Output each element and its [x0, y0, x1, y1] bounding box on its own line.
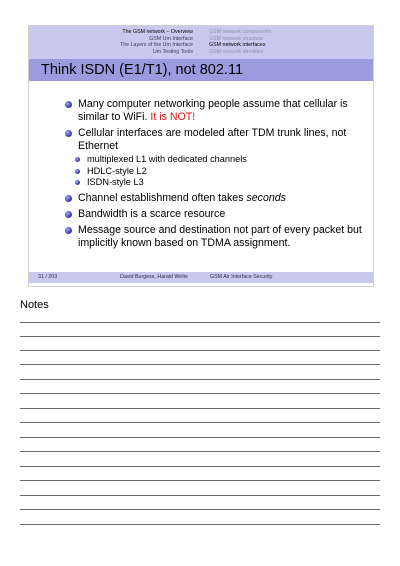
- slide-title: Think ISDN (E1/T1), not 802.11: [41, 62, 244, 78]
- note-line: [20, 350, 380, 351]
- notes-ruled-lines: [20, 0, 380, 566]
- note-line: [20, 451, 380, 452]
- note-line: [20, 524, 380, 525]
- bullet-text: Bandwidth is a scarce resource: [78, 207, 226, 220]
- note-line: [20, 364, 380, 365]
- section-link[interactable]: GSM Um Interface: [149, 35, 193, 42]
- note-line: [20, 466, 380, 467]
- note-line: [20, 509, 380, 510]
- footer-title: GSM Air Interface Security: [210, 274, 273, 280]
- bullet-text: Cellular interfaces are modeled after TDM trunk lines, not Ethernet: [78, 127, 347, 152]
- bullet-text: Channel establishmend often takes: [78, 191, 244, 204]
- note-line: [20, 408, 380, 409]
- note-line: [20, 379, 380, 380]
- section-link[interactable]: The GSM network – Overview: [122, 29, 193, 35]
- sub-bullet-text: multiplexed L1 with dedicated channels: [87, 154, 247, 164]
- note-line: [20, 437, 380, 438]
- note-line: [20, 495, 380, 496]
- bullet-emphasis: seconds: [246, 191, 286, 204]
- subsection-link[interactable]: GSM network identities: [209, 49, 264, 56]
- note-line: [20, 480, 380, 481]
- bullet-text: Message source and destination not part of every packet but implicitly known based on TDMA assignment.: [78, 223, 362, 249]
- note-line: [20, 422, 380, 423]
- sub-bullet-text: HDLC-style L2: [87, 165, 147, 176]
- section-link[interactable]: Um Testing Tools: [152, 49, 193, 56]
- notes-heading: Notes: [20, 299, 49, 311]
- subsection-link[interactable]: GSM network interfaces: [209, 42, 266, 49]
- bullet-emphasis: It is NOT!: [150, 111, 196, 123]
- section-link[interactable]: The Layers of the Um Interface: [119, 42, 193, 49]
- page-number: 31 / 203: [38, 274, 58, 280]
- note-line: [20, 393, 380, 394]
- footer-authors: David Burgess, Harald Welte: [120, 274, 188, 280]
- note-line: [20, 336, 380, 337]
- note-line: [20, 322, 380, 323]
- subsection-link[interactable]: GSM network components: [209, 29, 272, 35]
- subsection-link[interactable]: GSM network structure: [209, 35, 264, 42]
- sub-bullet-text: ISDN-style L3: [87, 177, 144, 187]
- bullet-text: Many computer networking people assume that cellular is similar to WiFi.: [78, 98, 348, 123]
